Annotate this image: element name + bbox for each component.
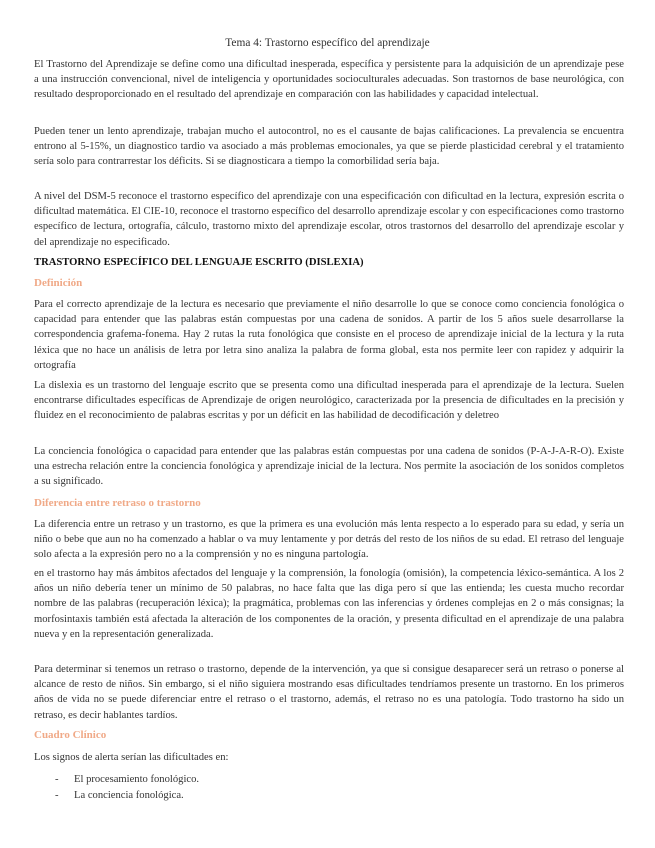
dash-bullet: - [55, 774, 59, 785]
intro-paragraph-2: Pueden tener un lento aprendizaje, trabajan mucho el autocontrol, no es el causante de bajas calificaciones. La prevalencia se encuentra entrono al 5-15%, un diagnostico tardio va asociado a más problemas emocionales, ya que se pierde plasticidad cerebral y el tratamiento sería solo para contrarrestar los déficits. Si se diagnosticara a tiempo la comorbilidad sería baja. [34, 126, 624, 168]
list-item [55, 772, 615, 788]
diferencia-paragraph-2: en el trastorno hay más ámbitos afectados del lenguaje y la comprensión, la fonología (omisión), la competencia léxico-semántica. A los 2 años un niño debería tener un mínimo de 50 palabras, no hace falta que las diga pero sí que las entienda; les cuesta mucho recordar nombre de las palabras (recuperación léxica); la pragmática, problemas con las inferencias y órdenes complejas en 2 o más consignas; la morfosintaxis también está afectada la alteración de los componentes de la oración, y presenta dificultad en el aprendizaje de una palabra nueva y en la representación generalizada. [34, 568, 624, 640]
intro-paragraph-1: El Trastorno del Aprendizaje se define como una dificultad inesperada, específica y persistente para la adquisición de un aprendizaje pese a una instrucción convencional, nivel de inteligencia y oportunidades socioculturales adecuadas. Son trastornos de base neurológica, con resultado desproporcionado en el resultado del aprendizaje en comparación con las habilidades y capacidad intelectual. [34, 59, 624, 101]
list-item-text: La conciencia fonológica. [74, 790, 184, 801]
diferencia-heading: Diferencia entre retraso o trastorno [34, 497, 201, 509]
definicion-heading: Definición [34, 277, 83, 289]
list-item [55, 788, 615, 804]
diferencia-paragraph-3: Para determinar si tenemos un retraso o trastorno, depende de la intervención, ya que si consigue desaparecer será un retraso o ponerse al alcance de resto de niños. Sin embargo, si el niño siguiera mostrando esas dificultades tendríamos presente un trastorno. En los primeros años de vida no se puede diferenciar entre el retraso o el trastorno, además, el retraso no es una patología. Todo trastorno ha sido un retraso, es decir hablantes tardíos. [34, 664, 624, 721]
diferencia-paragraph-1: La diferencia entre un retraso y un trastorno, es que la primera es una evolución más lenta respecto a lo esperado para su edad, y sería un niño o bebe que aun no ha comenzado a hablar o va muy lentamente y por detrás del resto de los niños de su edad. El retraso del lenguaje solo afecta a la expresión pero no a la comprensión y no es ninguna partología. [34, 519, 624, 561]
cuadro-clinico-intro: Los signos de alerta serían las dificultades en: [34, 752, 229, 763]
dash-bullet: - [55, 790, 59, 801]
document-title: Tema 4: Trastorno específico del aprendizaje [225, 37, 430, 49]
intro-paragraph-3: A nivel del DSM-5 reconoce el trastorno específico del aprendizaje con una especificación con dificultad en la lectura, expresión escrita o dificultad matemática. El CIE-10, reconoce el trastorno específico del desarrollo aprendizaje escolar y con especificaciones como trastorno específico de lectura, ortografía, cálculo, trastorno mixto del aprendizaje escolar, otros trastornos del desarrollo del aprendizaje escolar y del aprendizaje no especificado. [34, 191, 624, 248]
cuadro-clinico-heading: Cuadro Clínico [34, 729, 107, 741]
definicion-paragraph-1: Para el correcto aprendizaje de la lectura es necesario que previamente el niño desarrolle lo que se conoce como conciencia fonológica o capacidad para entender que las palabras están compuestas por una cadena de sonidos. A partir de los 5 años suele desarrollarse la correspondencia grafema-fonema. Hay 2 rutas la ruta fonológica que consiste en el proceso de aprendizaje inicial de la lectura y la ruta léxica que no hace un análisis de letra por letra sino analiza la palabra de forma global, esta nos permite leer con rapidez y adquirir la ortografía [34, 299, 624, 371]
list-item-text: El procesamiento fonológico. [74, 774, 200, 785]
alert-signs-list [55, 772, 615, 804]
definicion-paragraph-2: La dislexia es un trastorno del lenguaje escrito que se presenta como una dificultad inesperada para el aprendizaje de la lectura. Suelen encontrarse dificultades específicas de Aprendizaje de origen neurológico, caracterizada por la presencia de dificultades en la precisión y fluidez en el reconocimiento de palabras escritas y por un déficit en las habilidad de decodificación y deletreo [34, 380, 624, 422]
definicion-paragraph-3: La conciencia fonológica o capacidad para entender que las palabras están compuestas por una cadena de sonidos (P-A-J-A-R-O). Existe una estrecha relación entre la conciencia fonológica y aprendizaje inicial de la lectura. Nos permite la asociación de los sonidos completos a su significado. [34, 446, 624, 488]
section-heading-dislexia: TRASTORNO ESPECÍFICO DEL LENGUAJE ESCRITO (DISLEXIA) [34, 257, 364, 268]
